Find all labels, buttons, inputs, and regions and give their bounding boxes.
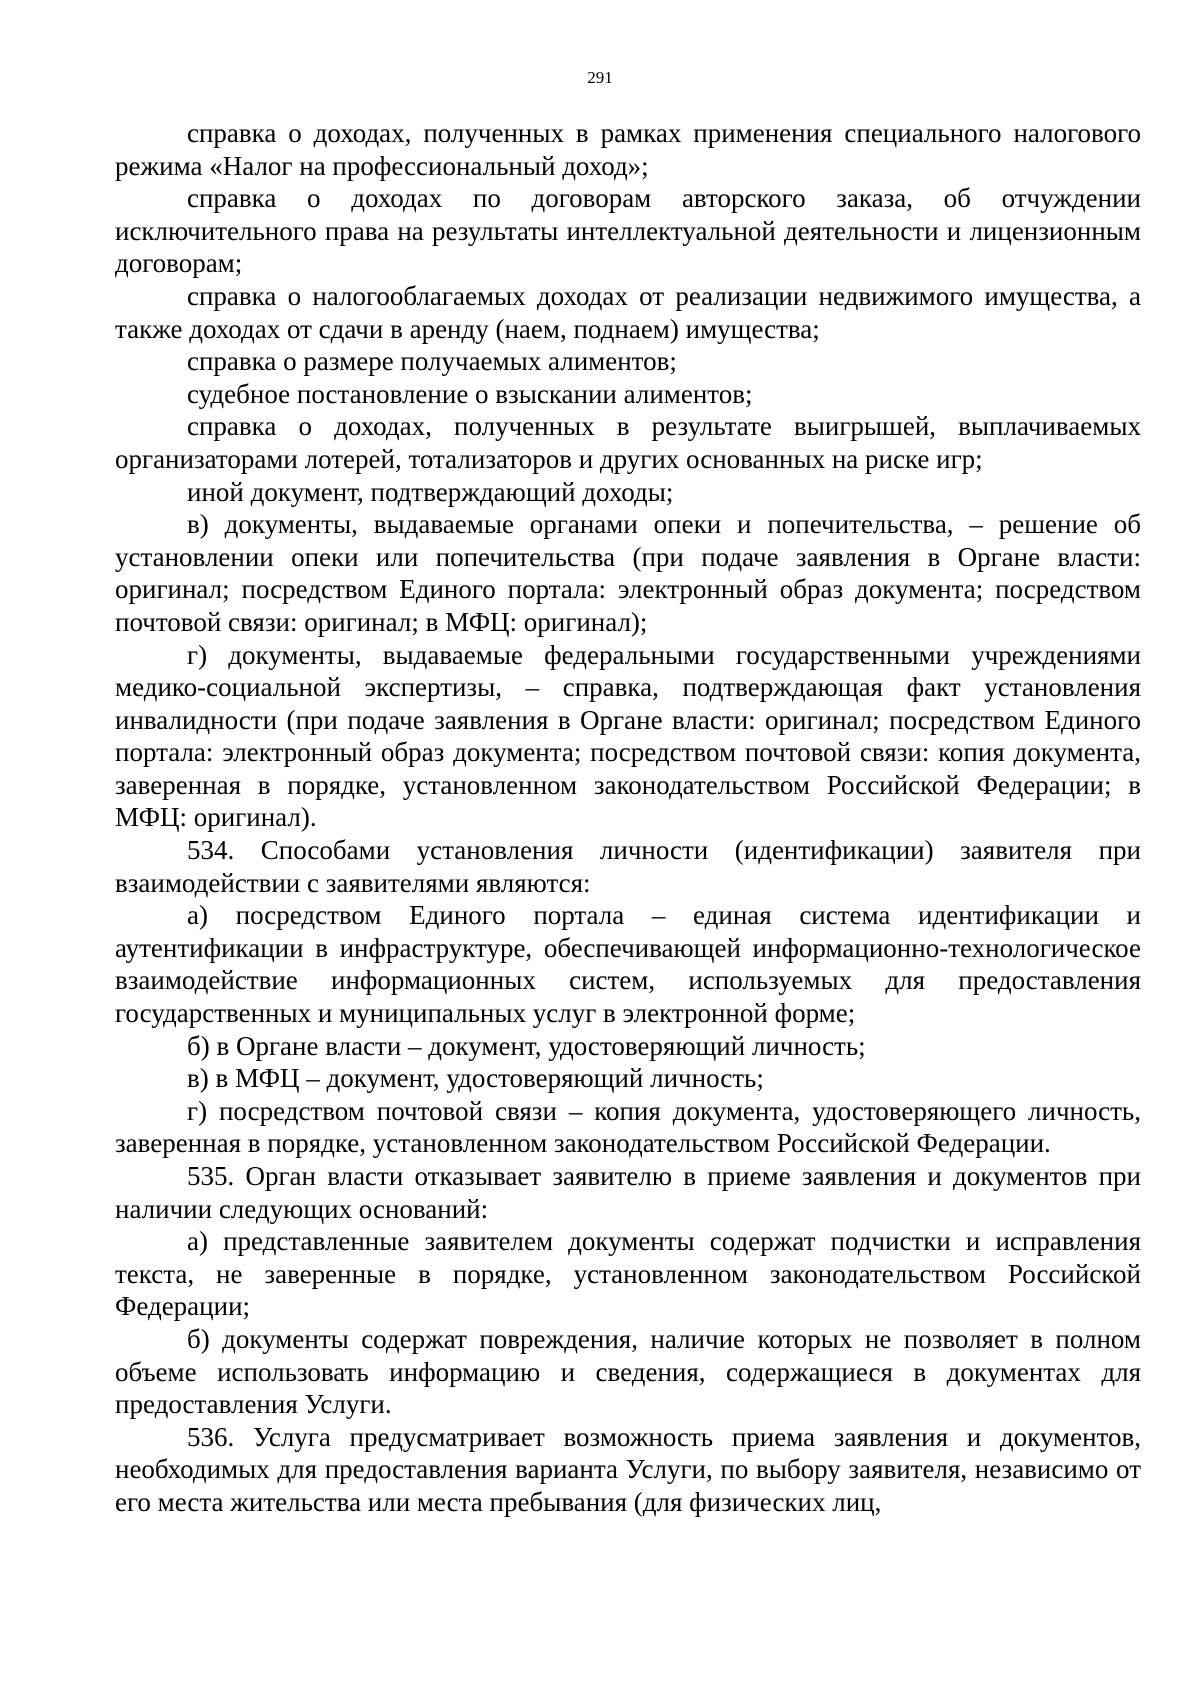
paragraph-534: 534. Способами установления личности (идентификации) заявителя при взаимодействии с заявителями являются: bbox=[115, 835, 1141, 898]
paragraph-guardianship-documents: в) документы, выдаваемые органами опеки и попечительства, – решение об установлении опеки или попечительства (при подаче заявления в Органе власти: оригинал; посредством Единого портала: электронный образ документа; посредством почтовой связи: оригинал; в МФЦ: оригинал); bbox=[115, 509, 1141, 637]
paragraph-534-v: в) в МФЦ – документ, удостоверяющий личность; bbox=[187, 1063, 764, 1094]
paragraph-534-g: г) посредством почтовой связи – копия документа, удостоверяющего личность, заверенная в порядке, установленном законодательством Российской Федерации. bbox=[115, 1095, 1141, 1159]
paragraph-income-winnings: справка о доходах, полученных в результате выигрышей, выплачиваемых организаторами лотерей, тотализаторов и других основанных на риске игр; bbox=[115, 411, 1141, 474]
paragraph-534-a: а) посредством Единого портала – единая система идентификации и аутентификации в инфраструктуре, обеспечивающей информационно-технологическое взаимодействие информационных систем, используемых для предоставления государственных и муниципальных услуг в электронной форме; bbox=[115, 900, 1141, 1029]
paragraph-disability-documents: г) документы, выдаваемые федеральными государственными учреждениями медико-социальной экспертизы, – справка, подтверждающая факт установления инвалидности (при подаче заявления в Органе власти: оригинал; посредством Единого портала: электронный образ документа; посредством почтовой связи: копия документа, заверенная в порядке, установленном законодательством Российской Федерации; в МФЦ: оригинал). bbox=[115, 639, 1141, 833]
paragraph-other-income-document: иной документ, подтверждающий доходы; bbox=[187, 476, 674, 507]
paragraph-income-property: справка о налогооблагаемых доходах от реализации недвижимого имущества, а также доходах от сдачи в аренду (наем, поднаем) имущества; bbox=[115, 280, 1141, 344]
paragraph-alimony-court-order: судебное постановление о взыскании алиментов; bbox=[187, 378, 753, 409]
paragraph-536: 536. Услуга предусматривает возможность приема заявления и документов, необходимых для предоставления варианта Услуги, по выбору заявителя, независимо от его места жительства или места пребывания (для физических лиц, bbox=[115, 1421, 1141, 1517]
paragraph-alimony-amount: справка о размере получаемых алиментов; bbox=[187, 346, 677, 377]
paragraph-534-b: б) в Органе власти – документ, удостоверяющий личность; bbox=[187, 1030, 866, 1061]
paragraph-535-b: б) документы содержат повреждения, наличие которых не позволяет в полном объеме использовать информацию и сведения, содержащиеся в документах для предоставления Услуги. bbox=[115, 1323, 1141, 1420]
document-body bbox=[115, 117, 1141, 1519]
paragraph-income-self-employed: справка о доходах, полученных в рамках применения специального налогового режима «Налог на профессиональный доход»; bbox=[115, 118, 1141, 181]
paragraph-535: 535. Орган власти отказывает заявителю в приеме заявления и документов при наличии следующих оснований: bbox=[115, 1161, 1141, 1224]
paragraph-income-author-contracts: справка о доходах по договорам авторского заказа, об отчуждении исключительного права на результаты интеллектуальной деятельности и лицензионным договорам; bbox=[115, 183, 1141, 279]
paragraph-535-a: а) представленные заявителем документы содержат подчистки и исправления текста, не заверенные в порядке, установленном законодательством Российской Федерации; bbox=[115, 1226, 1141, 1322]
page-number: 291 bbox=[587, 68, 613, 87]
